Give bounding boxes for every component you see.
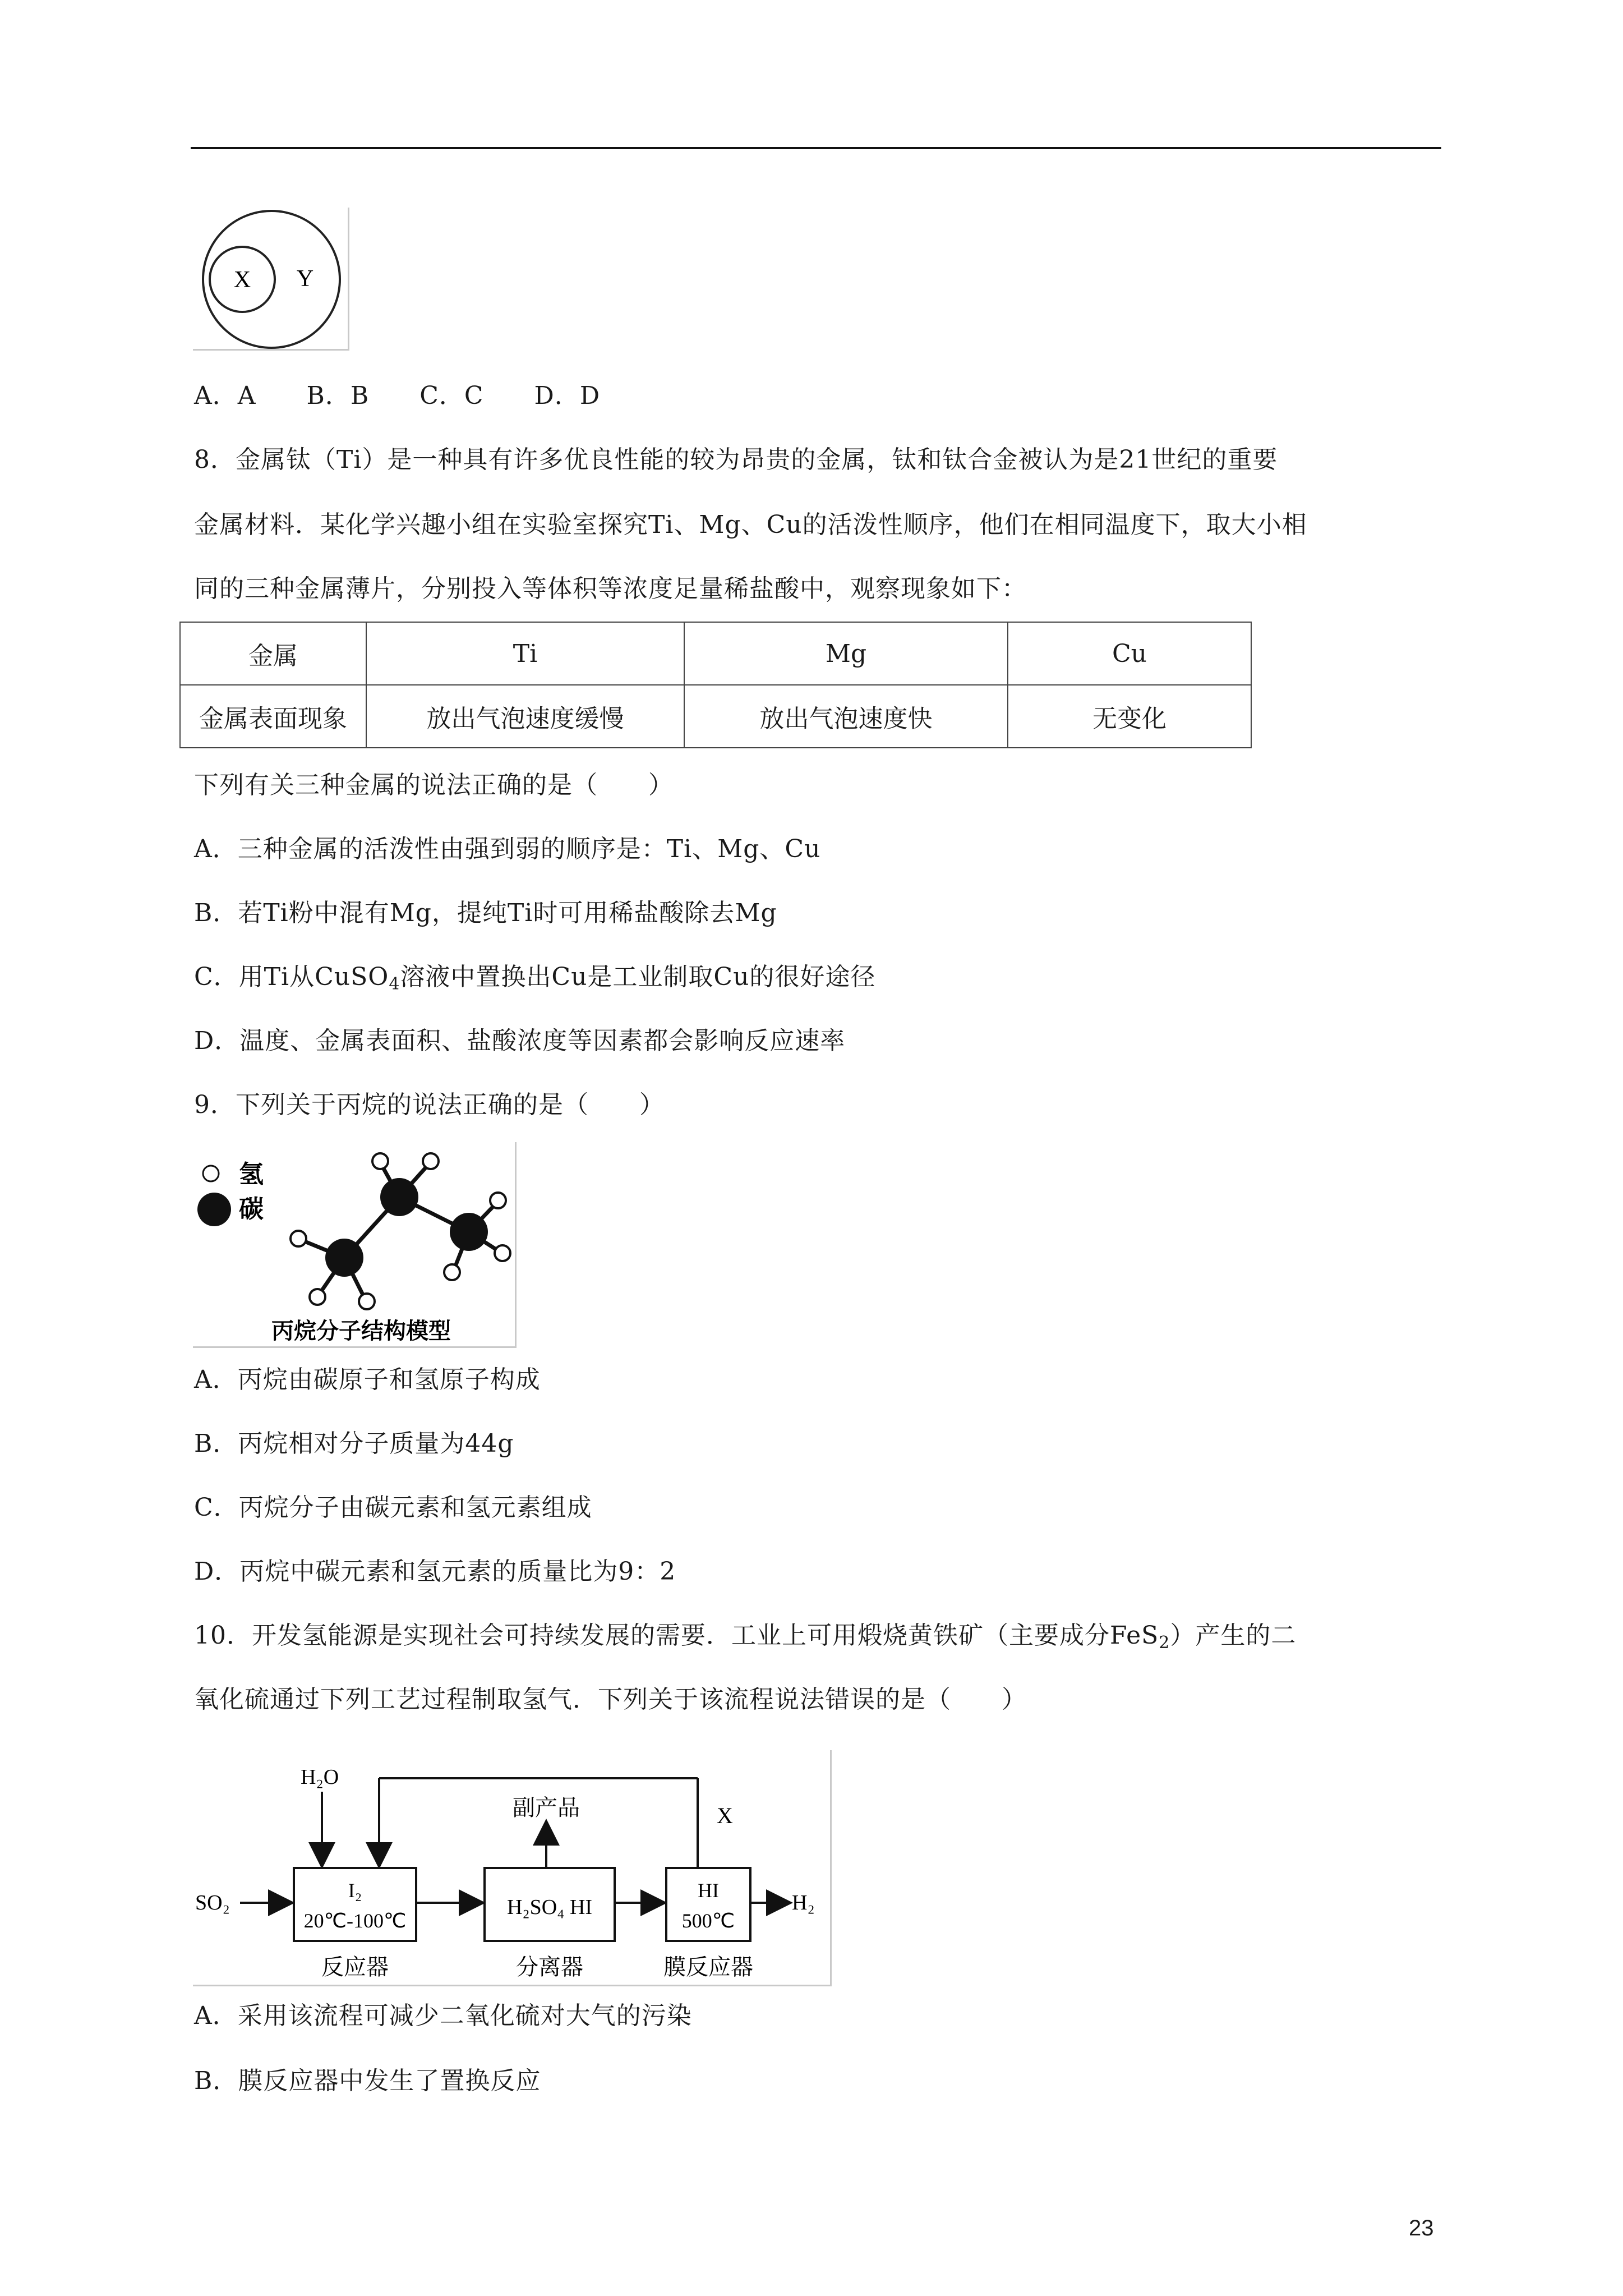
q9-option-b: B．丙烷相对分子质量为44g [194,1429,514,1458]
table-header-row [180,622,1251,685]
q8-option-d: D．温度、金属表面积、盐酸浓度等因素都会影响反应速率 [194,1027,846,1055]
q8-question: 下列有关三种金属的说法正确的是（ ） [194,771,674,799]
venn-diagram [193,208,348,349]
separator-caption: 分离器 [516,1954,583,1980]
q8-option-c: C．用Ti从CuSO$_4$溶液中置换出Cu是工业制取Cu的很好途径 [194,963,876,994]
q9-option-a: A．丙烷由碳原子和氢原子构成 [194,1365,541,1394]
q10-stem-line2: 氧化硫通过下列工艺过程制取氢气．下列关于该流程说法错误的是（ ） [194,1685,1027,1714]
legend-carbon: 碳 [239,1195,264,1223]
q9-stem: 9．下列关于丙烷的说法正确的是（ ） [194,1091,665,1119]
q8-stem-line1: 8．金属钛（Ti）是一种具有许多优良性能的较为昂贵的金属，钛和钛合金被认为是21世纪的重要 [194,445,1278,474]
q10-option-a: A．采用该流程可减少二氧化硫对大气的污染 [194,2001,692,2030]
table-cell: 放出气泡速度缓慢 [366,685,684,748]
header-rule [191,147,1441,149]
q7-options: A．A B．B C．C D．D [194,381,601,410]
reactor-line1: I₂ [348,1879,362,1902]
reactor-line2: 20℃-100℃ [303,1910,407,1932]
propane-figure [193,1142,517,1348]
carbon-atom [450,1213,488,1251]
q9-option-c: C．丙烷分子由碳元素和氢元素组成 [194,1493,592,1522]
legend-hydrogen: 氢 [239,1160,264,1189]
q8-option-b: B．若Ti粉中混有Mg，提纯Ti时可用稀盐酸除去Mg [194,899,777,927]
reactor-caption: 反应器 [321,1954,389,1980]
venn-label-y: Y [296,266,314,292]
separator-text: H₂SO₄ HI [506,1895,593,1919]
x-label: X [717,1803,733,1828]
table-cell: 金属 [180,622,366,685]
q10-option-b: B．膜反应器中发生了置换反应 [194,2067,541,2095]
membrane-line1: HI [698,1879,719,1902]
membrane-caption: 膜反应器 [663,1954,753,1980]
q8-option-a: A．三种金属的活泼性由强到弱的顺序是：Ti、Mg、Cu [194,835,821,863]
propane-model [193,1142,515,1346]
metal-table [179,622,1252,748]
q9-option-d: D．丙烷中碳元素和氢元素的质量比为9：2 [194,1557,676,1586]
membrane-line2: 500℃ [681,1910,735,1932]
table-row [180,685,1251,748]
h2-label: H₂ [792,1891,815,1915]
h2o-label: H₂O [301,1765,339,1789]
table-cell: 放出气泡速度快 [684,685,1008,748]
process-flow-diagram [193,1750,830,1985]
carbon-atom [380,1178,418,1216]
so2-label: SO₂ [195,1891,230,1915]
table-cell: Mg [684,622,1008,685]
table-cell: Ti [366,622,684,685]
table-cell: 无变化 [1008,685,1251,748]
q8-stem-line2: 金属材料．某化学兴趣小组在实验室探究Ti、Mg、Cu的活泼性顺序，他们在相同温度下，取大小相 [194,510,1307,539]
byproduct-label: 副产品 [513,1795,580,1821]
hydrogen-legend-icon [203,1166,219,1181]
page-number: 23 [1409,2216,1434,2240]
q10-stem-line1: 10．开发氢能源是实现社会可持续发展的需要．工业上可用煅烧黄铁矿（主要成分FeS$_2$）产生的二 [194,1621,1297,1653]
outer-circle [203,211,340,348]
venn-label-x: X [233,267,251,293]
table-cell: Cu [1008,622,1251,685]
venn-figure [193,208,349,351]
table-cell: 金属表面现象 [180,685,366,748]
q8-stem-line3: 同的三种金属薄片，分别投入等体积等浓度足量稀盐酸中，观察现象如下： [194,574,1027,603]
carbon-legend-icon [197,1193,231,1226]
process-flow-figure [193,1750,832,1986]
figure-caption: 丙烷分子结构模型 [271,1318,451,1344]
carbon-atom [325,1239,363,1277]
